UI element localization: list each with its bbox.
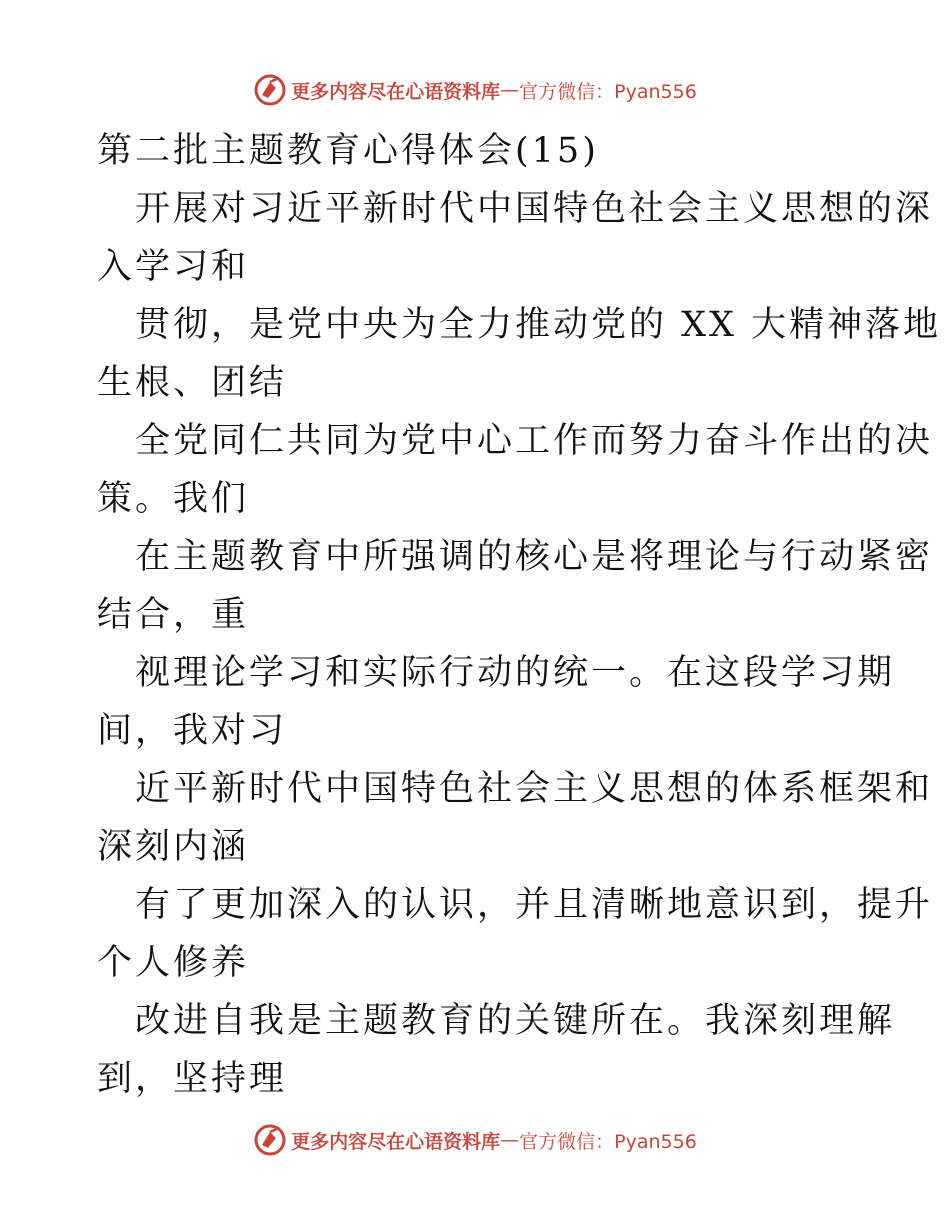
watermark-dash: — [500,79,520,101]
text-line: 视理论学习和实际行动的统一。在这段学习期 [135,653,896,693]
text-line: 深刻内涵 [97,827,250,867]
header-watermark [0,70,950,110]
text-line: 开展对习近平新时代中国特色社会主义思想的深 [135,189,934,229]
text-line: 结合，重 [97,595,250,635]
text-line: 改进自我是主题教育的关键所在。我深刻理解 [135,1001,896,1041]
text-line: 有了更加深入的认识，并且清晰地意识到，提升 [135,885,934,925]
text-line: 策。我们 [97,479,250,519]
logo-seal-icon [253,1123,287,1157]
footer-watermark [0,1120,950,1160]
watermark-main-text: 更多内容尽在心语资料库 [291,1130,501,1153]
text-line: 个人修养 [97,943,250,983]
text-line: 近平新时代中国特色社会主义思想的体系框架和 [135,769,934,809]
text-line: 到，坚持理 [97,1059,288,1099]
logo-seal-icon [253,73,287,107]
text-line: 全党同仁共同为党中心工作而努力奋斗作出的决 [135,421,934,461]
watermark-dash: — [500,1129,520,1151]
text-line: 生根、团结 [97,363,288,403]
watermark-main-text: 更多内容尽在心语资料库 [291,80,501,103]
watermark-wechat-text: 官方微信：Pyan556 [519,80,697,103]
text-line: 入学习和 [97,247,250,287]
watermark-wechat-text: 官方微信：Pyan556 [519,1130,697,1153]
document-body [97,122,942,1108]
text-line: 间，我对习 [97,711,288,751]
text-line: 在主题教育中所强调的核心是将理论与行动紧密 [135,537,934,577]
document-title: 第二批主题教育心得体会(15) [97,131,599,171]
text-line: 贯彻，是党中央为全力推动党的 XX 大精神落地 [135,305,942,345]
